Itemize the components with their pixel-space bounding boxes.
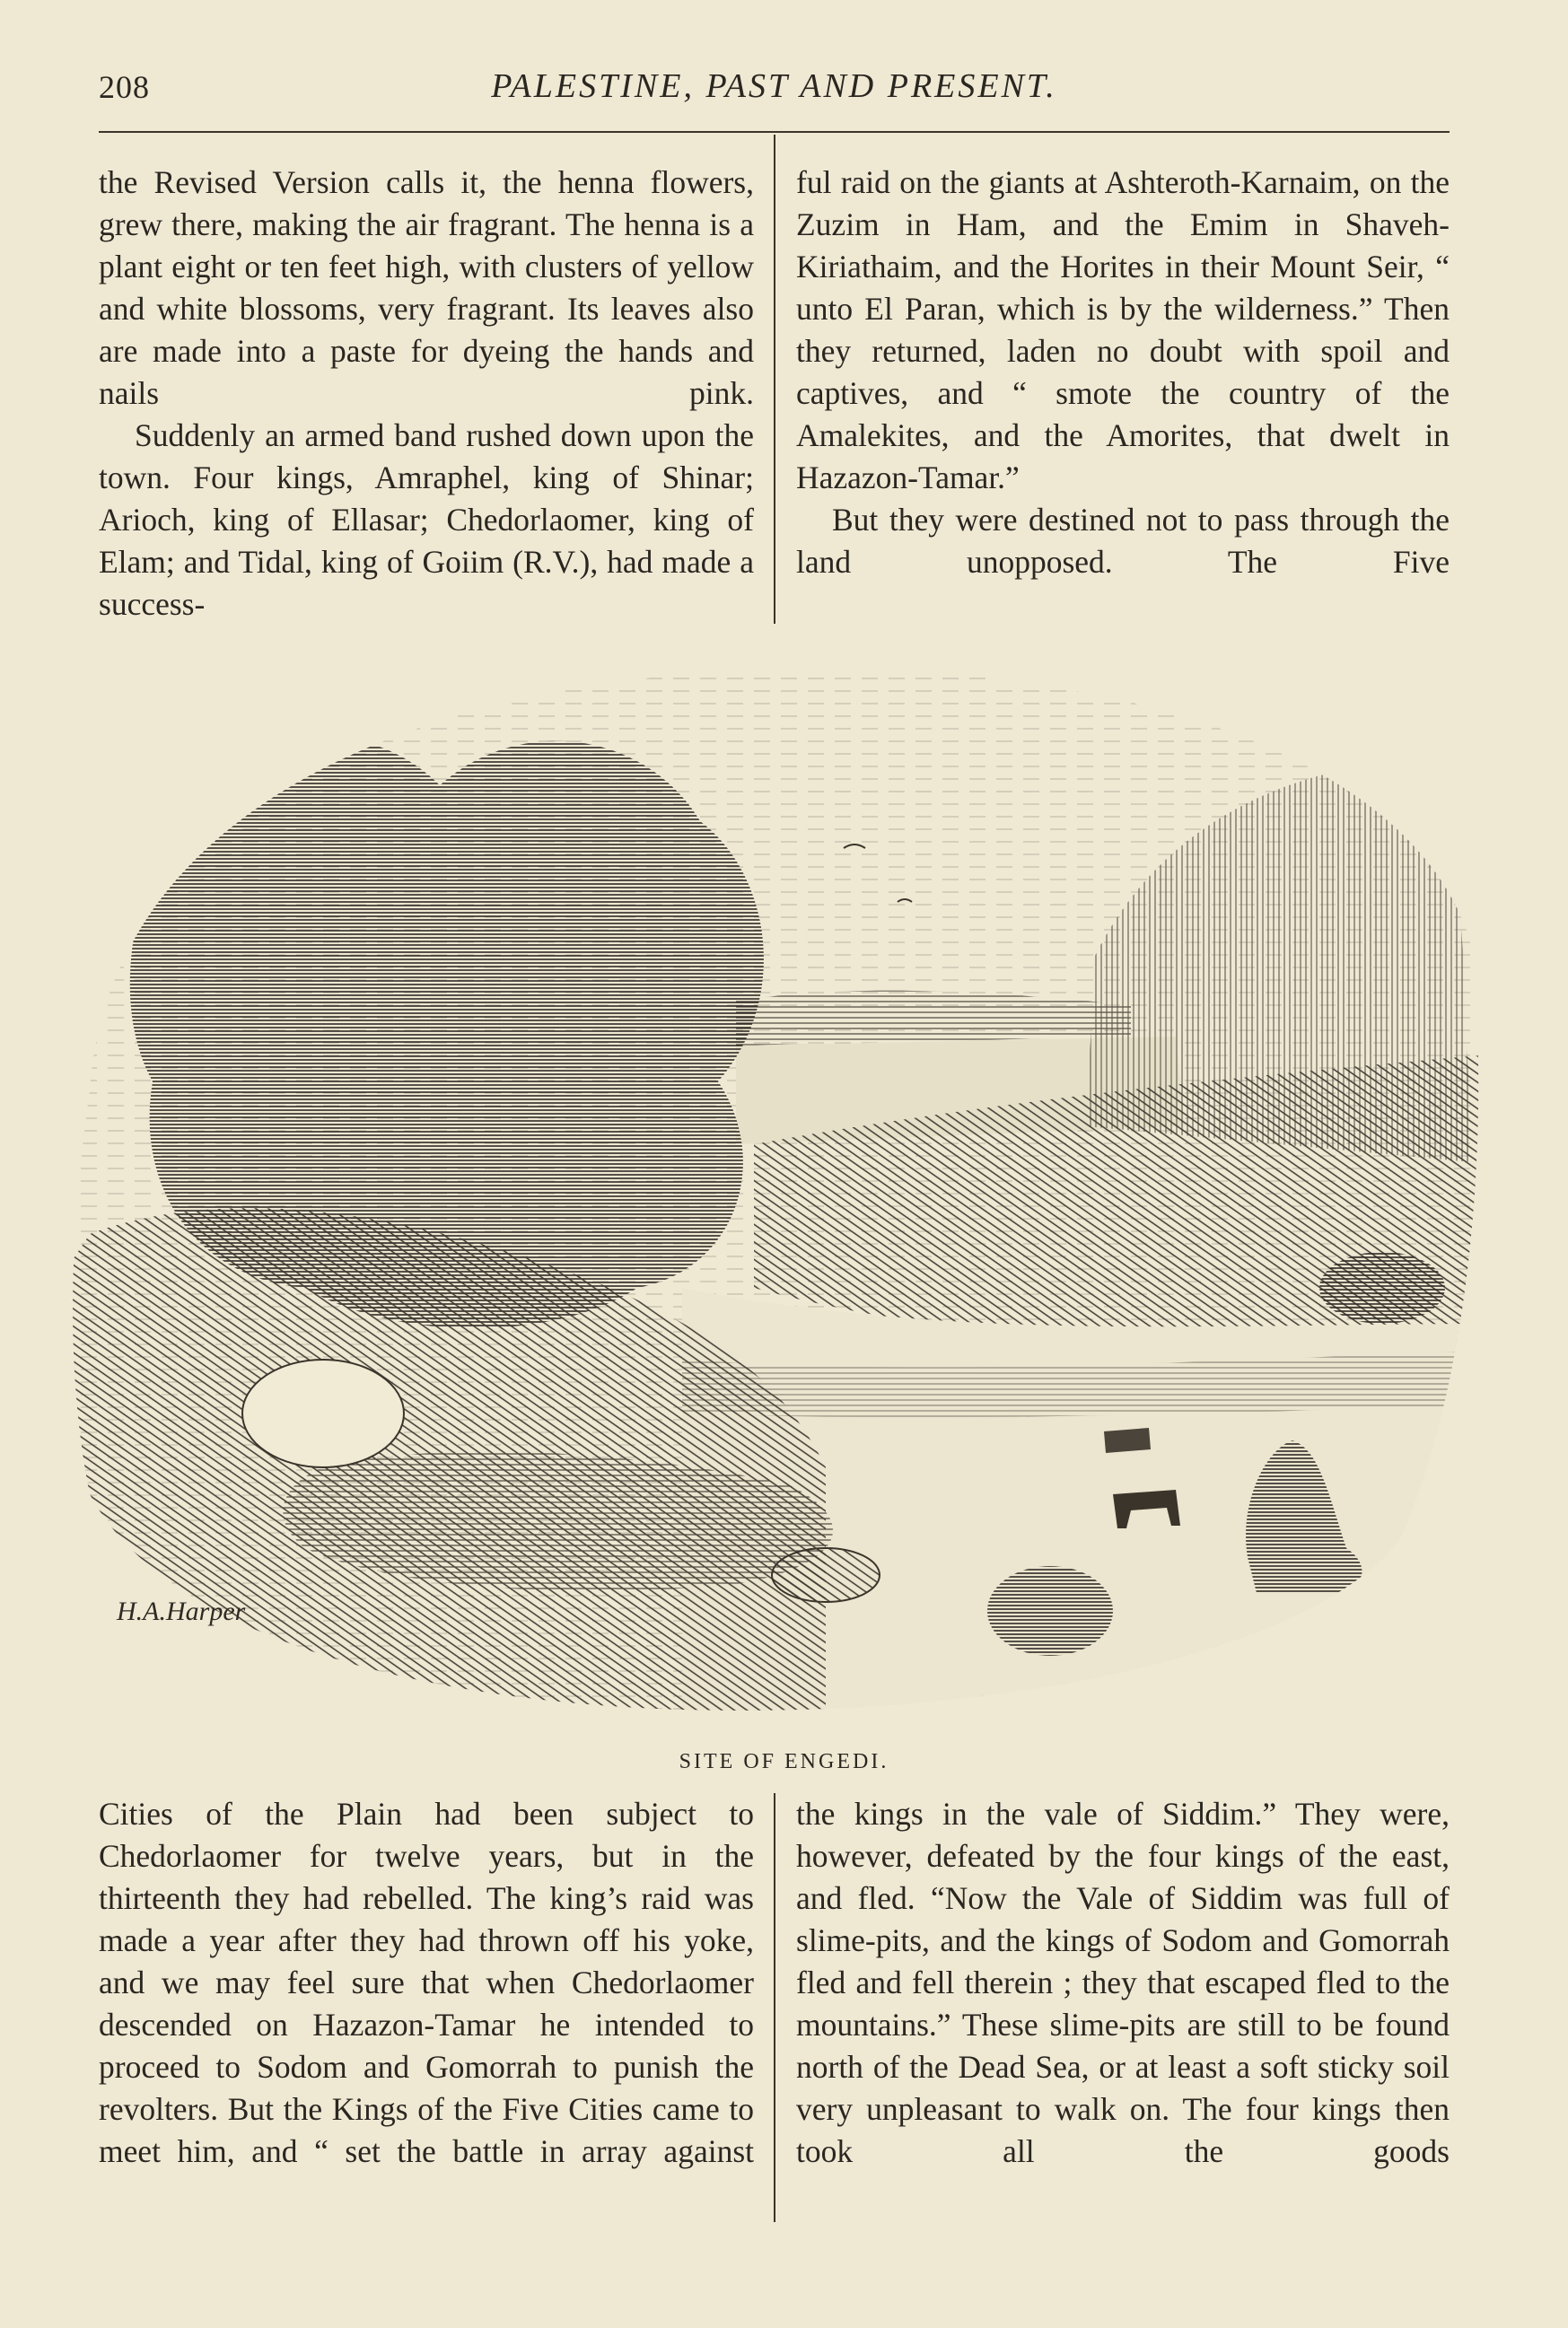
top-right-column <box>796 162 1450 583</box>
column-divider <box>774 135 775 624</box>
bottom-left-column <box>99 1793 754 2173</box>
page-number: 208 <box>99 69 150 105</box>
header-rule <box>99 131 1450 133</box>
running-title: PALESTINE, PAST AND PRESENT. <box>491 67 1057 105</box>
paragraph: ful raid on the giants at Ashteroth-Karnaim, on the Zuzim in Ham, and the Emim in Shaveh-Kiriathaim, and the Horites in their Mount Seir, “ unto El Paran, which is by the wilderness.” Then they returned, laden no doubt with spoil and captives, and “ smote the country of the Amalekites, and the Amorites, that dwelt in Hazazon-Tamar.” <box>796 164 1450 495</box>
illustration-caption: SITE OF ENGEDI. <box>679 1750 889 1773</box>
bottom-right-column <box>796 1793 1450 2173</box>
boulder <box>1319 1252 1445 1324</box>
page-header <box>99 63 1450 117</box>
paragraph: the kings in the vale of Siddim.” They were, however, defeated by the four kings of the east, and fled. “Now the Vale of Siddim was full of slime-pits, and the kings of Sodom and Gomorrah fled and fell therein ; they that escaped fled to the mountains.” These slime-pits are still to be found north of the Dead Sea, or at least a soft sticky soil very unpleasant to walk on. The four kings then took all the goods <box>796 1796 1450 2169</box>
goat <box>1104 1428 1151 1453</box>
artist-signature: H.A.Harper <box>117 1597 246 1626</box>
column-divider <box>774 1793 775 2222</box>
boulder <box>242 1360 404 1467</box>
paragraph: Suddenly an armed band rushed down upon the town. Four kings, Amraphel, king of Shinar; Arioch, king of Ellasar; Chedorlaomer, king of Elam; and Tidal, king of Goiim (R.V.), had made a success- <box>99 417 754 622</box>
landscape <box>54 660 1490 1723</box>
engraving-site-of-engedi <box>54 660 1490 1723</box>
paragraph: the Revised Version calls it, the henna flowers, grew there, making the air fragrant. The henna is a plant eight or ten feet high, with clusters of yellow and white blossoms, very fragrant. Its leaves also are made into a paste for dyeing the hands and nails pink. <box>99 164 754 411</box>
boulder <box>772 1548 880 1602</box>
top-left-column <box>99 162 754 626</box>
boulder <box>987 1566 1113 1656</box>
paragraph: But they were destined not to pass through the land unopposed. The Five <box>796 502 1450 580</box>
paragraph: Cities of the Plain had been subject to Chedorlaomer for twelve years, but in the thirteenth they had rebelled. The king’s raid was made a year after they had thrown off his yoke, and we may feel sure that when Chedorlaomer descended on Hazazon-Tamar he intended to proceed to Sodom and Gomorrah to punish the revolters. But the Kings of the Five Cities came to meet him, and “ set the battle in array against <box>99 1796 754 2169</box>
